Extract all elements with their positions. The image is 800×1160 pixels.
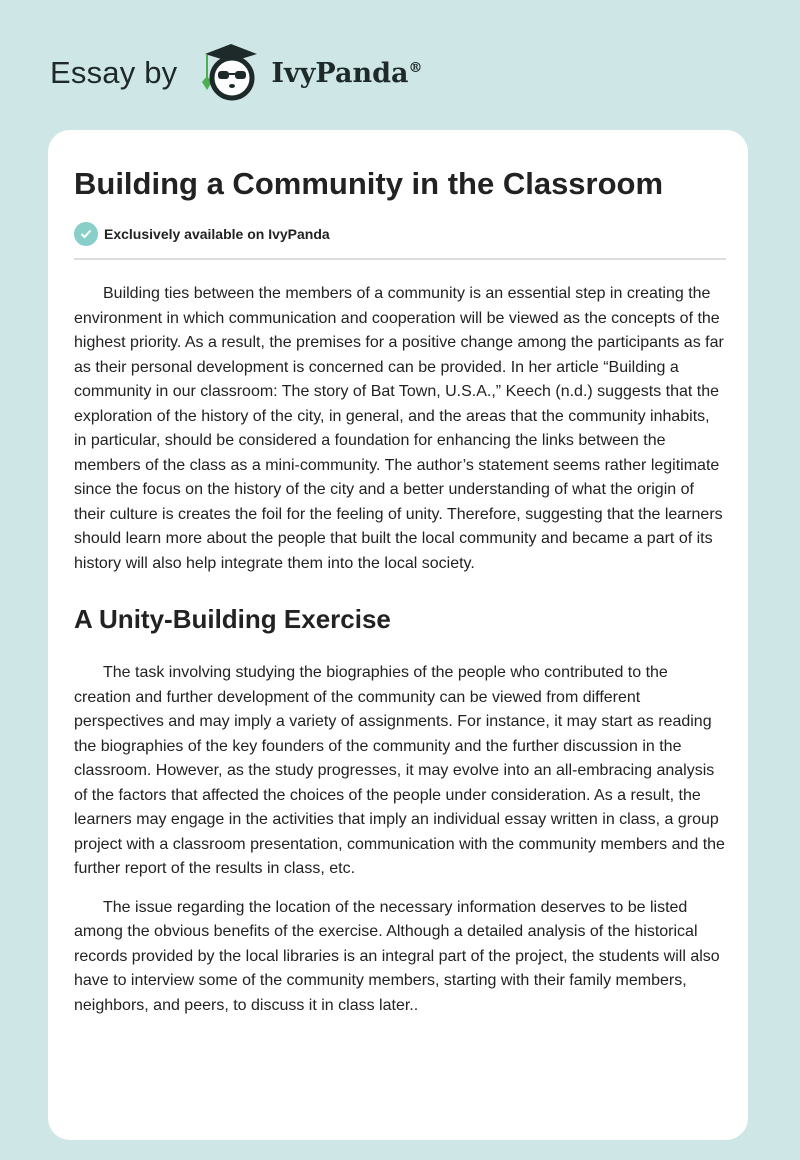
brand-name[interactable] <box>271 58 422 89</box>
essay-by-label: Essay by <box>50 55 178 90</box>
paragraph: Building ties between the members of a community is an essential step in creating the environment in which communication and cooperation will be viewed as the concepts of the highest priority. As a result, the premises for a positive change among the participants as far as their personal development is concerned can be provided. In her article “Building a community in our classroom: The story of Bat Town, U.S.A.,” Keech (n.d.) suggests that the exploration of the history of the city, in general, and the areas that the community inhabits, in particular, should be considered a foundation for enhancing the links between the members of the class as a mini-community. The author’s statement seems rather legitimate since the focus on the history of the city and a better understanding of what the origin of their culture is creates the foil for the feeling of unity. Therefore, suggesting that the learners should learn more about the people that built the local community and became a part of its history will also help integrate them into the local society. <box>74 285 724 572</box>
brand-text: IvyPanda <box>271 57 409 89</box>
registered-mark: ® <box>408 59 423 76</box>
paragraph: The task involving studying the biographies of the people who contributed to the creation and further development of the community can be viewed from different perspectives and may imply a variety of assignments. For instance, it may start as reading the biographies of the key founders of the community and the further discussion in the classroom. However, as the study progresses, it may evolve into an all-embracing analysis of the factors that affected the choices of the people under consideration. As a result, the learners may engage in the activities that imply an individual essay written in class, a group project with a classroom presentation, communication with the community members and the further report of the results in class, etc. <box>74 664 725 877</box>
paragraph: The issue regarding the location of the necessary information deserves to be listed among the obvious benefits of the exercise. Although a detailed analysis of the historical records provided by the local libraries is an integral part of the project, the students will also have to interview some of the community members, starting with their family members, neighbors, and peers, to discuss it in class later.. <box>74 898 720 1014</box>
divider <box>74 258 726 260</box>
essay-card <box>48 130 748 1140</box>
section-heading: A Unity-Building Exercise <box>74 604 391 634</box>
check-icon <box>74 222 98 246</box>
page-title: Building a Community in the Classroom <box>74 166 664 201</box>
exclusive-badge <box>74 222 726 246</box>
site-header <box>50 38 422 108</box>
badge-text: Exclusively available on IvyPanda <box>104 226 330 242</box>
panda-logo-icon[interactable] <box>199 40 261 107</box>
